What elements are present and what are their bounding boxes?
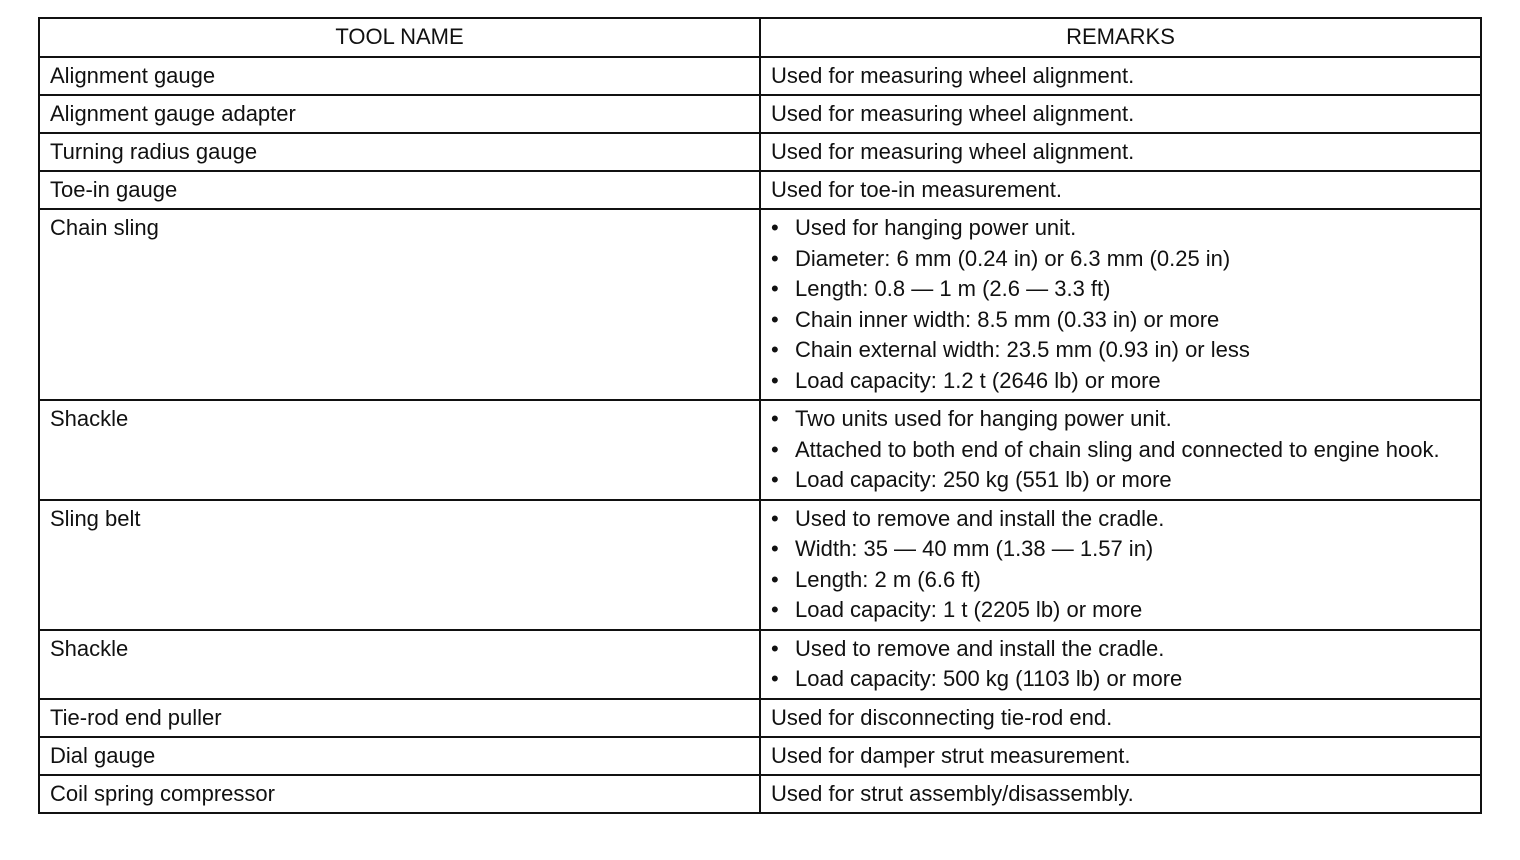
tool-name-cell: Tie-rod end puller xyxy=(39,699,760,737)
remarks-cell: Used for toe-in measurement. xyxy=(760,171,1481,209)
header-remarks: REMARKS xyxy=(760,18,1481,57)
table-row xyxy=(39,775,1481,813)
remark-bullet: • Load capacity: 250 kg (551 lb) or more xyxy=(771,465,1470,496)
table-row xyxy=(39,500,1481,630)
bullet-icon: • xyxy=(771,597,779,622)
remark-bullet: • Diameter: 6 mm (0.24 in) or 6.3 mm (0.25 in) xyxy=(771,244,1470,275)
bullet-icon: • xyxy=(771,635,779,661)
remark-bullet: • Used to remove and install the cradle. xyxy=(771,634,1470,665)
remark-bullet: • Two units used for hanging power unit. xyxy=(771,404,1470,435)
header-tool-name: TOOL NAME xyxy=(39,18,760,57)
remarks-bullet-list xyxy=(771,504,1470,626)
remarks-cell: Used for damper strut measurement. xyxy=(760,737,1481,775)
tool-name-cell: Sling belt xyxy=(39,500,760,630)
tool-name-cell: Toe-in gauge xyxy=(39,171,760,209)
remark-bullet: • Length: 0.8 — 1 m (2.6 — 3.3 ft) xyxy=(771,274,1470,305)
remark-bullet: • Chain external width: 23.5 mm (0.93 in) or less xyxy=(771,335,1470,366)
remark-bullet: • Load capacity: 1.2 t (2646 lb) or more xyxy=(771,366,1470,397)
bullet-icon: • xyxy=(771,505,779,531)
tool-name-cell: Shackle xyxy=(39,400,760,500)
bullet-icon: • xyxy=(771,566,779,592)
remark-bullet: • Attached to both end of chain sling and connected to engine hook. xyxy=(771,435,1470,466)
tool-name-cell: Alignment gauge adapter xyxy=(39,95,760,133)
remark-bullet: • Load capacity: 500 kg (1103 lb) or more xyxy=(771,664,1470,695)
remarks-cell: Used for measuring wheel alignment. xyxy=(760,57,1481,95)
table-row xyxy=(39,133,1481,171)
tool-name-cell: Alignment gauge xyxy=(39,57,760,95)
remark-bullet: • Used to remove and install the cradle. xyxy=(771,504,1470,535)
remarks-bullet-list xyxy=(771,404,1470,496)
table-row xyxy=(39,699,1481,737)
bullet-icon: • xyxy=(771,467,779,492)
bullet-icon: • xyxy=(771,276,779,301)
tool-name-cell: Dial gauge xyxy=(39,737,760,775)
remarks-cell: Used for strut assembly/disassembly. xyxy=(760,775,1481,813)
tool-name-cell: Shackle xyxy=(39,630,760,699)
bullet-icon: • xyxy=(771,666,779,691)
tool-name-cell: Turning radius gauge xyxy=(39,133,760,171)
bullet-icon: • xyxy=(771,337,779,362)
bullet-icon: • xyxy=(771,367,779,393)
table-row xyxy=(39,737,1481,775)
table-row xyxy=(39,400,1481,500)
remarks-bullet-list xyxy=(771,213,1470,396)
remark-bullet: • Length: 2 m (6.6 ft) xyxy=(771,565,1470,596)
remarks-cell: Used for measuring wheel alignment. xyxy=(760,95,1481,133)
bullet-icon: • xyxy=(771,436,779,462)
table-row xyxy=(39,95,1481,133)
remarks-cell xyxy=(760,630,1481,699)
bullet-icon: • xyxy=(771,406,779,431)
remarks-cell: Used for measuring wheel alignment. xyxy=(760,133,1481,171)
table-row xyxy=(39,171,1481,209)
remarks-cell: Used for disconnecting tie-rod end. xyxy=(760,699,1481,737)
tool-name-cell: Chain sling xyxy=(39,209,760,400)
tool-name-cell: Coil spring compressor xyxy=(39,775,760,813)
remarks-bullet-list xyxy=(771,634,1470,695)
bullet-icon: • xyxy=(771,245,779,271)
bullet-icon: • xyxy=(771,536,779,561)
remark-bullet: • Chain inner width: 8.5 mm (0.33 in) or more xyxy=(771,305,1470,336)
remark-bullet: • Load capacity: 1 t (2205 lb) or more xyxy=(771,595,1470,626)
remarks-cell xyxy=(760,400,1481,500)
table-row xyxy=(39,57,1481,95)
bullet-icon: • xyxy=(771,215,779,240)
tool-table xyxy=(38,17,1482,814)
remarks-cell xyxy=(760,500,1481,630)
table-header-row xyxy=(39,18,1481,57)
bullet-icon: • xyxy=(771,306,779,332)
table-row xyxy=(39,630,1481,699)
remark-bullet: • Width: 35 — 40 mm (1.38 — 1.57 in) xyxy=(771,534,1470,565)
table-row xyxy=(39,209,1481,400)
remarks-cell xyxy=(760,209,1481,400)
remark-bullet: • Used for hanging power unit. xyxy=(771,213,1470,244)
